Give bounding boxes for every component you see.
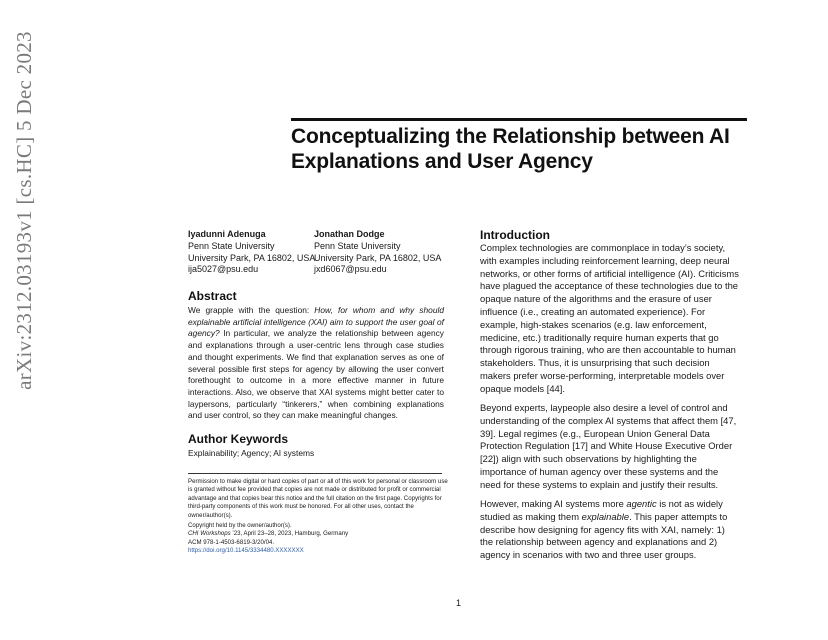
doi-link[interactable]: https://doi.org/10.1145/3334480.XXXXXXX — [188, 547, 304, 555]
arxiv-stamp — [9, 30, 39, 390]
author-address: University Park, PA 16802, USA — [314, 252, 442, 263]
arxiv-stamp-text: arXiv:2312.03193v1 [cs.HC] 5 Dec 2023 — [11, 30, 36, 390]
intro-paragraph-3 — [480, 498, 740, 562]
copyright-venue-rest: ’23, April 23–28, 2023, Hamburg, Germany — [230, 530, 349, 538]
copyright-isbn: ACM 978-1-4503-6819-3/20/04. — [188, 538, 275, 546]
intro-p3-part-b: is not as widely studied as making them — [480, 498, 723, 522]
intro-p3-explainable: explainable — [581, 510, 630, 522]
abstract-heading: Abstract — [188, 289, 237, 303]
intro-p3-part-c: . This paper attempts to describe how designing for agency fits with XAI, namely: 1) the relationship between agency and explanations and 2) agency in scenarios with two and three user groups. — [480, 510, 728, 561]
author-affiliation: Penn State University — [188, 240, 275, 251]
abstract-body: In particular, we analyze the relationship between agency and explanations through a user-centric lens through case studies and thought experiments. We find that explanation serves as one of several possible first steps for agency by allowing the user convert forethought to outcome in a more effective manner in future interactions. Also, we observe that XAI systems might better cater to laypersons, particularly “tinkerers,” when combining explanations and user control, so they can make meaningful changes. — [188, 328, 444, 421]
copyright-held: Copyright held by the owner/author(s). — [188, 522, 292, 529]
title-rule — [291, 118, 747, 121]
abstract-text — [188, 305, 444, 422]
intro-p3-part-a: However, making AI systems more — [480, 498, 627, 509]
author-name: Jonathan Dodge — [314, 229, 385, 239]
author-email: jxd6067@psu.edu — [314, 264, 387, 275]
author-block — [188, 229, 441, 276]
copyright-venue: CHI Workshops — [188, 530, 231, 538]
author-1 — [188, 229, 314, 276]
author-affiliation: Penn State University — [314, 240, 401, 251]
abstract-question: How, for whom and why should explainable artificial intelligence (XAI) aim to support the user goal of agency? — [188, 305, 444, 339]
intro-paragraph-2: Beyond experts, laypeople also desire a level of control and understanding of the complex AI systems that affect them [47, 39]. Legal regimes (e.g., European Union General Data Protection Regulation [17] and White House Executive Order [22]) align with such observations by highlighting the importance of human agency over these systems and the need for these systems to explain and justify their results. — [480, 402, 737, 490]
copyright-block — [188, 522, 450, 556]
copyright-venue-line — [188, 530, 450, 538]
paper-title: Conceptualizing the Relationship between AI Explanations and User Agency — [291, 125, 730, 173]
permission-notice: Permission to make digital or hard copies of part or all of this work for personal or classroom use is granted without fee provided that copies are not made or distributed for profit or commercial advantage and that copies bear this notice and the full citation on the first page. Copyrights for third-party components of this work must be honored. For all other uses, contact the owner/author(s). — [188, 478, 448, 519]
footnote-rule — [188, 473, 442, 474]
author-2 — [314, 229, 441, 276]
keywords-heading: Author Keywords — [188, 432, 289, 446]
keywords-text: Explainability; Agency; AI systems — [188, 448, 315, 458]
intro-paragraph-1: Complex technologies are commonplace in today’s society, with examples including reinforcement learning, deep neural networks, or other forms of artificial intelligence (AI). Criticisms have plagued the acceptance of these technologies due to the opaque nature of the algorithms and the erasure of user influence (i.e., creating an automated experience). For example, high-stakes scenarios (e.g. law enforcement, medicine, etc.) traditionally require human experts that go through rigorous training, who are then accountable to human stakeholders. Thus, it is unsurprising that such decision makers prefer worse-performing, interpretable models over opaque models [44]. — [480, 242, 739, 394]
abstract-lead: We grapple with the question: — [188, 305, 315, 315]
author-address: University Park, PA 16802, USA — [188, 252, 316, 263]
intro-p3-agentic: agentic — [626, 498, 657, 509]
introduction-heading: Introduction — [480, 228, 550, 242]
author-name: Iyadunni Adenuga — [188, 229, 266, 239]
author-email: ija5027@psu.edu — [188, 264, 259, 275]
page-number: 1 — [456, 598, 462, 608]
